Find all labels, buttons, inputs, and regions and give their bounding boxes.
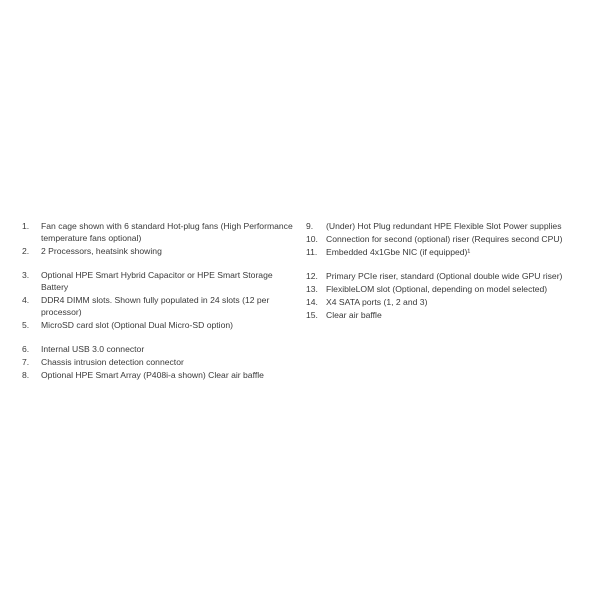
item-number: 9. bbox=[306, 221, 314, 231]
item-number: 1. bbox=[22, 221, 30, 231]
item-text: Clear air baffle bbox=[326, 310, 382, 320]
item-number: 8. bbox=[22, 370, 30, 380]
list-item bbox=[22, 369, 294, 381]
item-number: 10. bbox=[306, 234, 318, 244]
list-item bbox=[306, 220, 568, 232]
list-item bbox=[22, 269, 294, 293]
item-number: 13. bbox=[306, 284, 318, 294]
list-item bbox=[306, 246, 568, 258]
list-item bbox=[306, 283, 568, 295]
item-text: 2 Processors, heatsink showing bbox=[41, 246, 162, 256]
item-number: 5. bbox=[22, 320, 30, 330]
item-number: 15. bbox=[306, 310, 318, 320]
list-item bbox=[22, 319, 294, 331]
item-text: (Under) Hot Plug redundant HPE Flexible Slot Power supplies bbox=[326, 221, 562, 231]
item-text: Chassis intrusion detection connector bbox=[41, 357, 184, 367]
item-text: Primary PCIe riser, standard (Optional double wide GPU riser) bbox=[326, 271, 563, 281]
list-item bbox=[306, 233, 568, 245]
list-item bbox=[306, 296, 568, 308]
item-text: Connection for second (optional) riser (Requires second CPU) bbox=[326, 234, 563, 244]
item-text: Embedded 4x1Gbe NIC (if equipped)¹ bbox=[326, 247, 471, 257]
item-text: Optional HPE Smart Hybrid Capacitor or HPE Smart Storage Battery bbox=[41, 270, 273, 292]
list-item bbox=[306, 309, 568, 321]
item-text: MicroSD card slot (Optional Dual Micro-SD option) bbox=[41, 320, 233, 330]
list-item bbox=[22, 245, 294, 257]
item-text: Internal USB 3.0 connector bbox=[41, 344, 145, 354]
item-text: X4 SATA ports (1, 2 and 3) bbox=[326, 297, 428, 307]
item-text: FlexibleLOM slot (Optional, depending on model selected) bbox=[326, 284, 548, 294]
item-number: 14. bbox=[306, 297, 318, 307]
item-text: Fan cage shown with 6 standard Hot-plug fans (High Performance temperature fans optional) bbox=[41, 221, 293, 243]
item-number: 4. bbox=[22, 295, 30, 305]
item-number: 3. bbox=[22, 270, 30, 280]
list-item bbox=[22, 294, 294, 318]
item-number: 2. bbox=[22, 246, 30, 256]
item-number: 7. bbox=[22, 357, 30, 367]
component-list-left bbox=[22, 220, 294, 382]
list-item bbox=[22, 343, 294, 355]
list-item bbox=[306, 270, 568, 282]
item-text: DDR4 DIMM slots. Shown fully populated in 24 slots (12 per processor) bbox=[41, 295, 270, 317]
list-item bbox=[22, 220, 294, 244]
item-text: Optional HPE Smart Array (P408i-a shown) Clear air baffle bbox=[41, 370, 264, 380]
list-item bbox=[22, 356, 294, 368]
item-number: 11. bbox=[306, 247, 318, 257]
component-list-right bbox=[306, 220, 568, 322]
item-number: 12. bbox=[306, 271, 318, 281]
item-number: 6. bbox=[22, 344, 30, 354]
